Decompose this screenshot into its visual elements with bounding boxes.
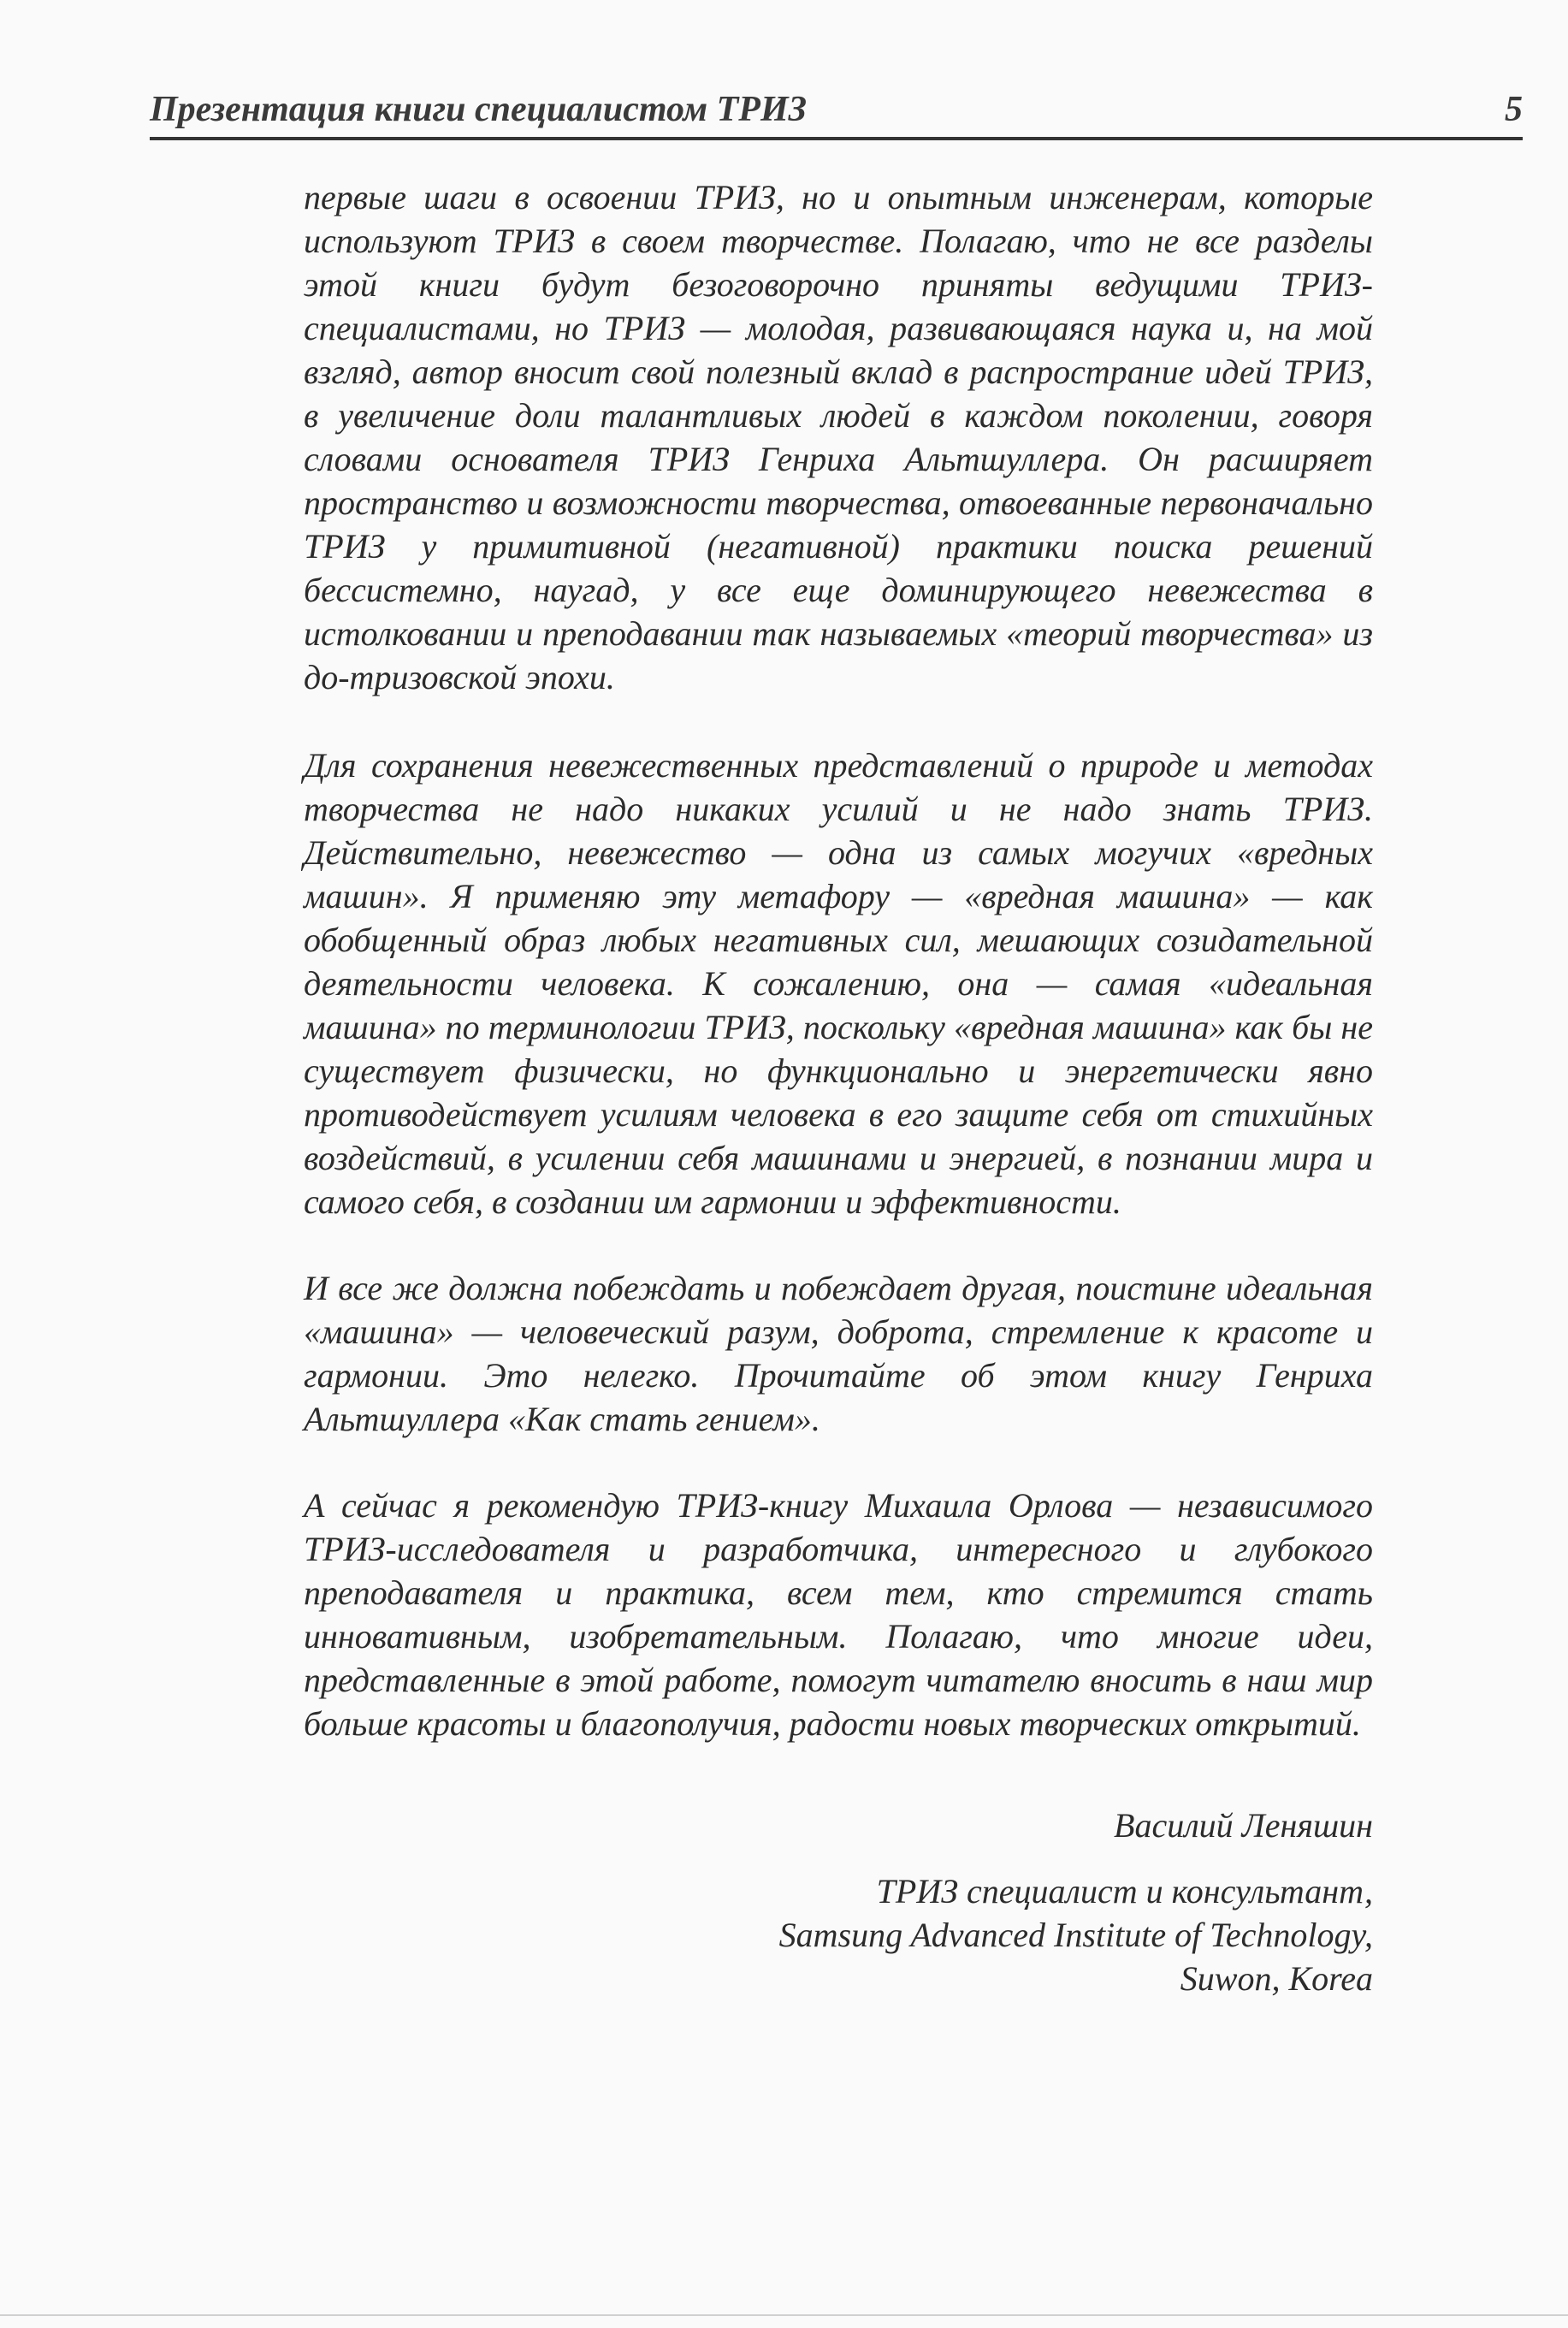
affiliation-organization: Samsung Advanced Institute of Technology,	[778, 1916, 1373, 1954]
affiliation-location: Suwon, Korea	[1180, 1959, 1373, 1998]
body-text	[304, 175, 1373, 1788]
author-signature: Василий Леняшин	[1114, 1806, 1373, 1845]
running-header	[150, 79, 1523, 130]
header-rule	[150, 137, 1523, 140]
paragraph-2: Для сохранения невежественных представлений о природе и методах творчества не надо никаких усилий и не надо знать ТРИЗ. Действительно, невежество — одна из самых могучих «вредных машин». Я применяю эту метафору — «вредная машина» — как обобщенный образ любых негативных сил, мешающих созидательной деятельности человека. К сожалению, она — самая «идеальная машина» по терминологии ТРИЗ, поскольку «вредная машина» как бы не существует физически, но функционально и энергетически явно противодействует усилиям человека в его защите себя от стихийных воздействий, в усилении себя машинами и энергией, в познании мира и самого себя, в создании им гармонии и эффективности.	[304, 746, 1373, 1221]
affiliation-role: ТРИЗ специалист и консультант,	[876, 1872, 1373, 1910]
paragraph-3: И все же должна побеждать и побеждает другая, поистине идеальная «машина» — человеческий разум, доброта, стремление к красоте и гармонии. Это нелегко. Прочитайте об этом книгу Генриха Альтшуллера «Как стать гением».	[304, 1269, 1373, 1438]
author-affiliation	[304, 1869, 1373, 2000]
page-edge-line	[0, 2314, 1568, 2316]
page-number: 5	[1505, 90, 1523, 129]
paragraph-1: первые шаги в освоении ТРИЗ, но и опытным инженерам, которые используют ТРИЗ в своем творчестве. Полагаю, что не все разделы этой книги будут безоговорочно приняты ведущими ТРИЗ-специалистами, но ТРИЗ — молодая, развивающаяся наука и, на мой взгляд, автор вносит свой полезный вклад в распространие идей ТРИЗ, в увеличение доли талантливых людей в каждом поколении, говоря словами основателя ТРИЗ Генриха Альтшуллера. Он расширяет пространство и возможности творчества, отвоеванные первоначально ТРИЗ у примитивной (негативной) практики поиска решений бессистемно, наугад, у все еще доминирующего невежества в истолковании и преподавании так называемых «теорий творчества» из до-тризовской эпохи.	[304, 178, 1373, 696]
paragraph-4: А сейчас я рекомендую ТРИЗ-книгу Михаила Орлова — независимого ТРИЗ-исследователя и разработчика, интересного и глубокого преподавателя и практика, всем тем, кто стремится стать инновативным, изобретательным. Полагаю, что многие идеи, представленные в этой работе, помогут читателю вносить в наш мир больше красоты и благополучия, радости новых творческих открытий.	[304, 1486, 1373, 1743]
running-head-title: Презентация книги специалистом ТРИЗ	[150, 90, 807, 129]
